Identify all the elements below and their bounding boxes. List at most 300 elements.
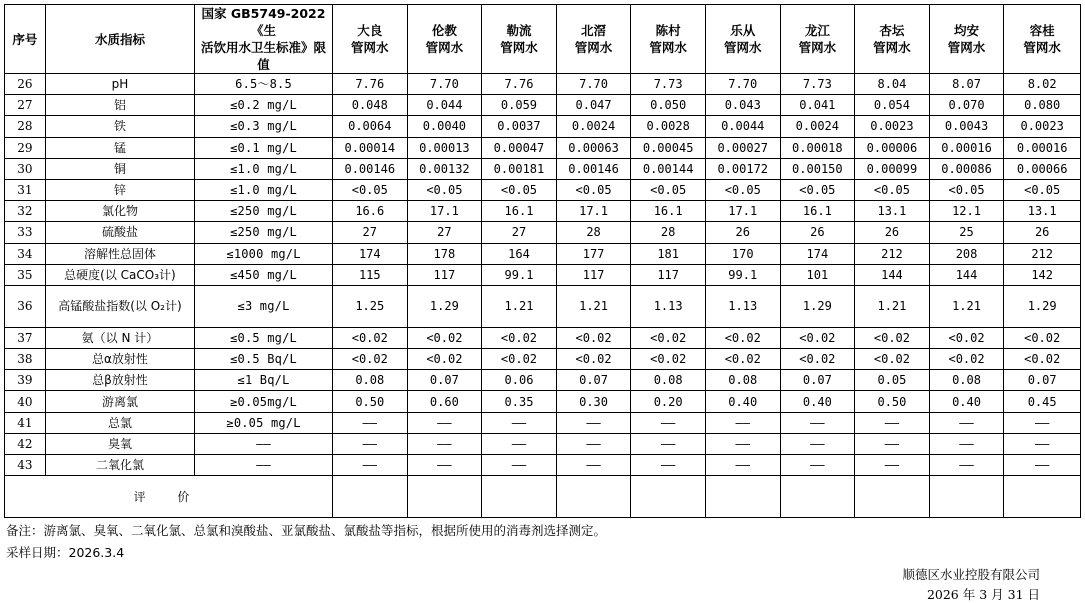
header-standard-line2: 活饮用水卫生标准》限 (201, 40, 327, 55)
site-value: 0.08 (929, 370, 1004, 391)
site-value: —— (780, 455, 855, 476)
row-number: 26 (5, 74, 46, 95)
site-value: —— (407, 433, 482, 454)
indicator-name: 游离氯 (45, 391, 194, 412)
site-value: 212 (1004, 243, 1081, 264)
site-value: —— (855, 455, 930, 476)
standard-limit: —— (195, 455, 333, 476)
site-value: —— (332, 412, 407, 433)
header-no: 序号 (5, 5, 46, 74)
header-site (556, 5, 631, 74)
site-value: 13.1 (855, 201, 930, 222)
standard-limit: ≤450 mg/L (195, 264, 333, 285)
site-value: —— (556, 455, 631, 476)
site-value: 1.13 (631, 285, 706, 327)
site-value: 1.21 (855, 285, 930, 327)
site-value: 16.1 (631, 201, 706, 222)
site-value: 0.00013 (407, 137, 482, 158)
site-value: 0.00014 (332, 137, 407, 158)
site-value: 0.059 (482, 95, 557, 116)
standard-limit: ≤1.0 mg/L (195, 179, 333, 200)
site-value: 7.76 (332, 74, 407, 95)
indicator-name: 氨（以 N 计） (45, 327, 194, 348)
site-value: <0.05 (556, 179, 631, 200)
site-value: 208 (929, 243, 1004, 264)
site-value: 0.0024 (556, 116, 631, 137)
site-value: 0.00016 (929, 137, 1004, 158)
site-value: 0.60 (407, 391, 482, 412)
site-value: 164 (482, 243, 557, 264)
indicator-name: 总α放射性 (45, 349, 194, 370)
site-value: 0.0024 (780, 116, 855, 137)
remarks-note: 备注：游离氯、臭氧、二氧化氯、总氯和溴酸盐、亚氯酸盐、氯酸盐等指标，根据所使用的消毒剂选择测定。 (6, 523, 607, 538)
site-value: 0.35 (482, 391, 557, 412)
site-value: 0.00132 (407, 158, 482, 179)
row-number: 28 (5, 116, 46, 137)
site-value: 0.0028 (631, 116, 706, 137)
site-value: 0.00018 (780, 137, 855, 158)
header-site-sub: 管网水 (1023, 40, 1061, 55)
site-value: 1.29 (407, 285, 482, 327)
indicator-name: 氯化物 (45, 201, 194, 222)
site-value: 0.05 (855, 370, 930, 391)
site-value: 0.20 (631, 391, 706, 412)
indicator-name: 铁 (45, 116, 194, 137)
site-value: 26 (705, 222, 780, 243)
site-value: 181 (631, 243, 706, 264)
table-row (5, 370, 1081, 391)
site-value: 1.13 (705, 285, 780, 327)
site-value: 0.00144 (631, 158, 706, 179)
table-row (5, 179, 1081, 200)
table-row (5, 349, 1081, 370)
site-value: <0.05 (631, 179, 706, 200)
evaluation-cell (780, 476, 855, 518)
site-value: 8.04 (855, 74, 930, 95)
row-number: 39 (5, 370, 46, 391)
table-body (5, 74, 1081, 518)
site-value: 0.00086 (929, 158, 1004, 179)
site-value: 117 (631, 264, 706, 285)
site-value: —— (556, 412, 631, 433)
site-value: 0.054 (855, 95, 930, 116)
evaluation-cell (855, 476, 930, 518)
header-site-name: 杏坛 (879, 23, 905, 38)
header-site (780, 5, 855, 74)
site-value: 1.21 (556, 285, 631, 327)
site-value: 0.40 (929, 391, 1004, 412)
site-value: 0.047 (556, 95, 631, 116)
site-value: <0.05 (1004, 179, 1081, 200)
site-value: 16.1 (780, 201, 855, 222)
site-value: 0.041 (780, 95, 855, 116)
site-value: 7.70 (556, 74, 631, 95)
site-value: —— (929, 433, 1004, 454)
site-value: 101 (780, 264, 855, 285)
standard-limit: ≤1000 mg/L (195, 243, 333, 264)
site-value: 13.1 (1004, 201, 1081, 222)
header-indicator: 水质指标 (45, 5, 194, 74)
site-value: <0.02 (407, 327, 482, 348)
standard-limit: ≥0.05 mg/L (195, 412, 333, 433)
site-value: 0.0064 (332, 116, 407, 137)
table-row (5, 95, 1081, 116)
row-number: 37 (5, 327, 46, 348)
site-value: 26 (780, 222, 855, 243)
standard-limit: ≤250 mg/L (195, 201, 333, 222)
sampling-date: 采样日期：2026.3.4 (6, 545, 125, 560)
site-value: 0.00150 (780, 158, 855, 179)
site-value: 0.00045 (631, 137, 706, 158)
header-site (855, 5, 930, 74)
header-site-sub: 管网水 (500, 40, 538, 55)
site-value: 0.00172 (705, 158, 780, 179)
standard-limit: —— (195, 433, 333, 454)
header-site (407, 5, 482, 74)
site-value: <0.02 (482, 327, 557, 348)
header-site-name: 均安 (954, 23, 980, 38)
site-value: 12.1 (929, 201, 1004, 222)
site-value: 99.1 (482, 264, 557, 285)
header-site-sub: 管网水 (351, 40, 389, 55)
header-site-sub: 管网水 (649, 40, 687, 55)
site-value: 8.07 (929, 74, 1004, 95)
site-value: 0.048 (332, 95, 407, 116)
header-row (5, 5, 1081, 74)
site-value: 27 (407, 222, 482, 243)
site-value: 25 (929, 222, 1004, 243)
standard-limit: ≥0.05mg/L (195, 391, 333, 412)
table-row (5, 285, 1081, 327)
site-value: 0.070 (929, 95, 1004, 116)
site-value: 26 (1004, 222, 1081, 243)
site-value: 0.40 (780, 391, 855, 412)
site-value: <0.02 (556, 327, 631, 348)
site-value: 17.1 (705, 201, 780, 222)
site-value: —— (855, 433, 930, 454)
header-site-name: 龙江 (804, 23, 830, 38)
indicator-name: 总硬度(以 CaCO₃计) (45, 264, 194, 285)
row-number: 36 (5, 285, 46, 327)
standard-limit: ≤3 mg/L (195, 285, 333, 327)
indicator-name: pH (45, 74, 194, 95)
site-value: —— (705, 455, 780, 476)
standard-limit: ≤0.5 mg/L (195, 327, 333, 348)
site-value: 0.043 (705, 95, 780, 116)
site-value: 0.08 (705, 370, 780, 391)
site-value: 7.70 (407, 74, 482, 95)
site-value: <0.02 (332, 327, 407, 348)
row-number: 34 (5, 243, 46, 264)
site-value: 7.76 (482, 74, 557, 95)
indicator-name: 锌 (45, 179, 194, 200)
site-value: <0.02 (482, 349, 557, 370)
site-value: <0.02 (929, 349, 1004, 370)
site-value: —— (1004, 412, 1081, 433)
site-value: 26 (855, 222, 930, 243)
standard-limit: ≤0.3 mg/L (195, 116, 333, 137)
site-value: <0.02 (929, 327, 1004, 348)
site-value: 0.50 (332, 391, 407, 412)
site-value: 27 (332, 222, 407, 243)
standard-limit: 6.5～8.5 (195, 74, 333, 95)
table-row (5, 455, 1081, 476)
site-value: 0.050 (631, 95, 706, 116)
table-row (5, 264, 1081, 285)
site-value: 0.08 (631, 370, 706, 391)
site-value: —— (780, 433, 855, 454)
site-value: <0.05 (929, 179, 1004, 200)
indicator-name: 锰 (45, 137, 194, 158)
site-value: —— (780, 412, 855, 433)
indicator-name: 二氧化氯 (45, 455, 194, 476)
site-value: <0.02 (705, 327, 780, 348)
header-site (705, 5, 780, 74)
site-value: 0.50 (855, 391, 930, 412)
site-value: —— (1004, 455, 1081, 476)
site-value: —— (855, 412, 930, 433)
header-standard-line3: 值 (257, 57, 270, 72)
site-value: 28 (631, 222, 706, 243)
site-value: 0.00146 (556, 158, 631, 179)
table-row (5, 433, 1081, 454)
row-number: 42 (5, 433, 46, 454)
site-value: 212 (855, 243, 930, 264)
header-site (482, 5, 557, 74)
indicator-name: 铝 (45, 95, 194, 116)
row-number: 43 (5, 455, 46, 476)
report-date: 2026 年 3 月 31 日 (926, 587, 1040, 602)
header-site (332, 5, 407, 74)
site-value: <0.02 (705, 349, 780, 370)
evaluation-cell (631, 476, 706, 518)
header-site-sub: 管网水 (947, 40, 986, 55)
standard-limit: ≤1.0 mg/L (195, 158, 333, 179)
site-value: —— (407, 455, 482, 476)
site-value: 0.080 (1004, 95, 1081, 116)
row-number: 31 (5, 179, 46, 200)
site-value: 7.73 (780, 74, 855, 95)
header-site (631, 5, 706, 74)
site-value: 8.02 (1004, 74, 1081, 95)
site-value: 144 (855, 264, 930, 285)
site-value: 99.1 (705, 264, 780, 285)
site-value: 27 (482, 222, 557, 243)
standard-limit: ≤250 mg/L (195, 222, 333, 243)
site-value: 117 (407, 264, 482, 285)
evaluation-cell (929, 476, 1004, 518)
site-value: <0.05 (482, 179, 557, 200)
company-name: 顺德区水业控股有限公司 (902, 567, 1040, 582)
standard-limit: ≤0.5 Bq/L (195, 349, 333, 370)
site-value: —— (631, 433, 706, 454)
site-value: —— (482, 455, 557, 476)
table-row (5, 158, 1081, 179)
site-value: 0.0037 (482, 116, 557, 137)
site-value: 7.70 (705, 74, 780, 95)
site-value: 0.00047 (482, 137, 557, 158)
site-value: 0.044 (407, 95, 482, 116)
indicator-name: 高锰酸盐指数(以 O₂计) (45, 285, 194, 327)
header-site-sub: 管网水 (873, 40, 911, 55)
site-value: 0.07 (407, 370, 482, 391)
table-row (5, 201, 1081, 222)
indicator-name: 溶解性总固体 (45, 243, 194, 264)
standard-limit: ≤1 Bq/L (195, 370, 333, 391)
header-site-sub: 管网水 (798, 40, 837, 55)
site-value: <0.02 (1004, 349, 1081, 370)
site-value: 174 (332, 243, 407, 264)
site-value: <0.02 (631, 327, 706, 348)
site-value: <0.05 (407, 179, 482, 200)
site-value: 0.00063 (556, 137, 631, 158)
row-number: 38 (5, 349, 46, 370)
indicator-name: 总β放射性 (45, 370, 194, 391)
evaluation-cell (332, 476, 407, 518)
header-site-name: 大良 (357, 23, 383, 38)
site-value: —— (929, 412, 1004, 433)
standard-limit: ≤0.1 mg/L (195, 137, 333, 158)
site-value: 16.1 (482, 201, 557, 222)
row-number: 29 (5, 137, 46, 158)
header-site-name: 乐从 (730, 23, 756, 38)
row-number: 33 (5, 222, 46, 243)
site-value: <0.02 (855, 327, 930, 348)
indicator-name: 硫酸盐 (45, 222, 194, 243)
site-value: 117 (556, 264, 631, 285)
indicator-name: 臭氧 (45, 433, 194, 454)
site-value: —— (705, 433, 780, 454)
table-row (5, 412, 1081, 433)
site-value: 0.0023 (1004, 116, 1081, 137)
site-value: 170 (705, 243, 780, 264)
indicator-name: 铜 (45, 158, 194, 179)
table-row (5, 137, 1081, 158)
indicator-name: 总氯 (45, 412, 194, 433)
site-value: 0.00181 (482, 158, 557, 179)
site-value: 1.29 (1004, 285, 1081, 327)
site-value: 0.00016 (1004, 137, 1081, 158)
site-value: 0.0043 (929, 116, 1004, 137)
site-value: 0.30 (556, 391, 631, 412)
header-site-sub: 管网水 (723, 40, 762, 55)
table-row (5, 327, 1081, 348)
site-value: —— (332, 433, 407, 454)
row-number: 27 (5, 95, 46, 116)
site-value: 174 (780, 243, 855, 264)
site-value: 0.08 (332, 370, 407, 391)
site-value: 1.29 (780, 285, 855, 327)
site-value: 0.07 (780, 370, 855, 391)
row-number: 30 (5, 158, 46, 179)
table-row (5, 116, 1081, 137)
evaluation-cell (482, 476, 557, 518)
header-site-name: 陈村 (655, 23, 681, 38)
header-site-sub: 管网水 (574, 40, 613, 55)
site-value: 0.06 (482, 370, 557, 391)
site-value: 17.1 (407, 201, 482, 222)
site-value: 1.21 (482, 285, 557, 327)
site-value: <0.02 (332, 349, 407, 370)
site-value: 0.0044 (705, 116, 780, 137)
site-value: —— (929, 455, 1004, 476)
site-value: 0.07 (1004, 370, 1081, 391)
site-value: 177 (556, 243, 631, 264)
evaluation-cell (1004, 476, 1081, 518)
site-value: 0.00066 (1004, 158, 1081, 179)
site-value: —— (407, 412, 482, 433)
site-value: —— (1004, 433, 1081, 454)
row-number: 35 (5, 264, 46, 285)
site-value: <0.05 (705, 179, 780, 200)
site-value: —— (705, 412, 780, 433)
row-number: 41 (5, 412, 46, 433)
table-row (5, 222, 1081, 243)
site-value: <0.05 (855, 179, 930, 200)
row-number: 40 (5, 391, 46, 412)
header-site (929, 5, 1004, 74)
standard-limit: ≤0.2 mg/L (195, 95, 333, 116)
site-value: <0.02 (780, 349, 855, 370)
evaluation-row (5, 476, 1081, 518)
evaluation-cell (407, 476, 482, 518)
site-value: 0.00006 (855, 137, 930, 158)
site-value: <0.02 (631, 349, 706, 370)
site-value: 17.1 (556, 201, 631, 222)
site-value: 28 (556, 222, 631, 243)
site-value: 142 (1004, 264, 1081, 285)
row-number: 32 (5, 201, 46, 222)
evaluation-cell (556, 476, 631, 518)
header-site-name: 伦教 (431, 23, 457, 38)
site-value: 7.73 (631, 74, 706, 95)
site-value: —— (482, 433, 557, 454)
site-value: 0.00099 (855, 158, 930, 179)
table-row (5, 391, 1081, 412)
site-value: 1.25 (332, 285, 407, 327)
site-value: 0.07 (556, 370, 631, 391)
site-value: <0.05 (780, 179, 855, 200)
site-value: 0.0040 (407, 116, 482, 137)
header-site-sub: 管网水 (425, 40, 464, 55)
header-site (1004, 5, 1081, 74)
site-value: 0.0023 (855, 116, 930, 137)
site-value: 115 (332, 264, 407, 285)
site-value: —— (631, 412, 706, 433)
site-value: 0.00146 (332, 158, 407, 179)
evaluation-label: 评 价 (5, 476, 333, 518)
site-value: 0.45 (1004, 391, 1081, 412)
site-value: <0.02 (407, 349, 482, 370)
site-value: 1.21 (929, 285, 1004, 327)
table-row (5, 74, 1081, 95)
header-site-name: 容桂 (1029, 23, 1055, 38)
site-value: <0.02 (556, 349, 631, 370)
header-standard (195, 5, 333, 74)
site-value: —— (631, 455, 706, 476)
site-value: —— (482, 412, 557, 433)
site-value: —— (332, 455, 407, 476)
site-value: <0.05 (332, 179, 407, 200)
evaluation-cell (705, 476, 780, 518)
site-value: 178 (407, 243, 482, 264)
site-value: <0.02 (855, 349, 930, 370)
header-standard-line1: 国家 GB5749-2022《生 (201, 6, 326, 38)
site-value: —— (556, 433, 631, 454)
site-value: <0.02 (1004, 327, 1081, 348)
site-value: 16.6 (332, 201, 407, 222)
site-value: 0.00027 (705, 137, 780, 158)
